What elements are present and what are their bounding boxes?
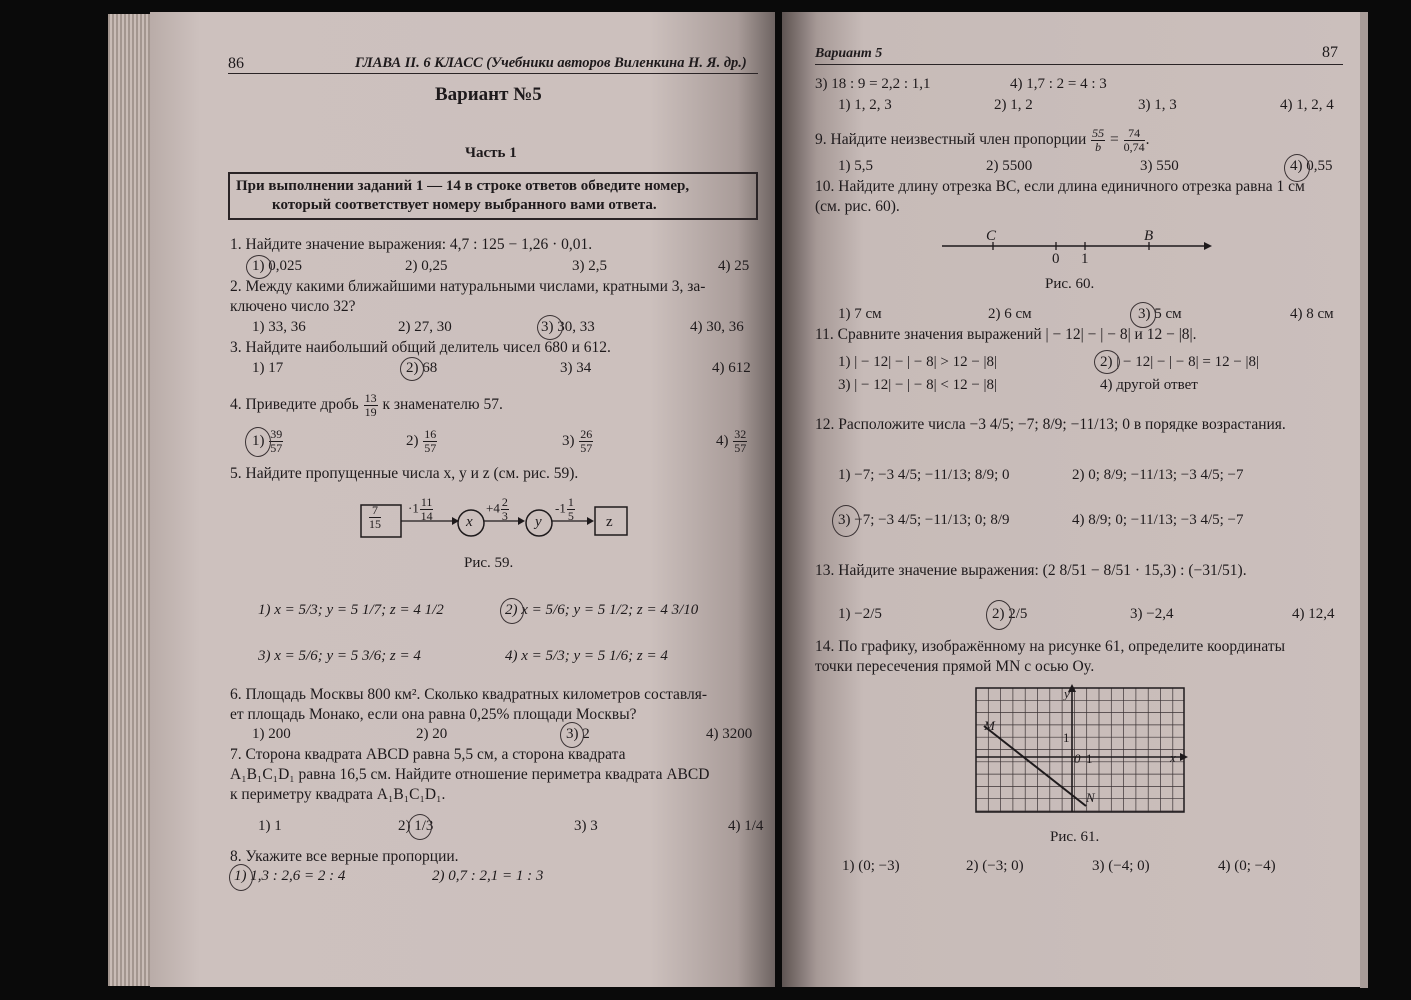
q8-answer-4[interactable]: 4) 1, 2, 4 bbox=[1280, 97, 1334, 113]
graph-label-y: y bbox=[1064, 686, 1070, 701]
q3-answer-4[interactable]: 4) 612 bbox=[712, 360, 751, 376]
variant-title: Вариант №5 bbox=[435, 84, 542, 105]
grid-lines bbox=[976, 688, 1184, 812]
q8-item-4[interactable]: 4) 1,7 : 2 = 4 : 3 bbox=[1010, 76, 1107, 92]
graph-label-m: M bbox=[984, 718, 995, 733]
q8-answer-2[interactable]: 2) 1, 2 bbox=[994, 97, 1033, 113]
q5-answer-2[interactable]: 2) x = 5/6; y = 5 1/2; z = 4 3/10 bbox=[505, 602, 699, 618]
q10-line-1: 10. Найдите длину отрезка BC, если длина единичного отрезка равна 1 см bbox=[815, 178, 1305, 195]
label-tick-0: 0 bbox=[1052, 251, 1060, 267]
q14-answer-1[interactable]: 1) (0; −3) bbox=[842, 858, 900, 874]
q12-answer-2[interactable]: 2) 0; 8/9; −11/13; −3 4/5; −7 bbox=[1072, 467, 1244, 483]
q2-line-1: 2. Между какими ближайшими натуральными числами, кратными 3, за- bbox=[230, 278, 706, 295]
q6-answer-4[interactable]: 4) 3200 bbox=[706, 726, 753, 742]
running-header-left: ГЛАВА II. 6 КЛАСС (Учебники авторов Виленкина Н. Я. др.) bbox=[355, 55, 747, 71]
line-mn bbox=[984, 726, 1086, 806]
q9-answer-4[interactable]: 4) 0,55 bbox=[1290, 158, 1333, 174]
q14-line-1: 14. По графику, изображённому на рисунке 61, определите координаты bbox=[815, 638, 1286, 655]
answer-circle-mark bbox=[245, 427, 271, 457]
graph-label-1y: 1 bbox=[1063, 730, 1070, 745]
q14-answer-2[interactable]: 2) (−3; 0) bbox=[966, 858, 1024, 874]
q10-answer-3[interactable]: 3) 5 см bbox=[1138, 306, 1182, 322]
q9-text: 9. Найдите неизвестный член пропорции $\frac{55}{b}$ = $\frac{74}{0,74}$ . bbox=[815, 126, 1150, 154]
q4-answer-4[interactable]: 4) $\frac{32}{57}$ bbox=[716, 427, 747, 455]
diagram-label-x: x bbox=[466, 514, 473, 530]
q10-answer-2[interactable]: 2) 6 см bbox=[988, 306, 1032, 322]
page-number-right: 87 bbox=[1322, 44, 1338, 61]
coordinate-grid-61 bbox=[976, 688, 1184, 812]
q8-text: 8. Укажите все верные пропорции. bbox=[230, 848, 459, 865]
answer-circle-mark bbox=[500, 598, 524, 624]
diagram-label-z: z bbox=[606, 514, 613, 530]
q8-answer-1[interactable]: 1) 1, 2, 3 bbox=[838, 97, 892, 113]
q8-item-3[interactable]: 3) 18 : 9 = 2,2 : 1,1 bbox=[815, 76, 931, 92]
figure-caption-59: Рис. 59. bbox=[464, 555, 514, 571]
q7-answer-3[interactable]: 3) 3 bbox=[574, 818, 598, 834]
q2-answer-1[interactable]: 1) 33, 36 bbox=[252, 319, 306, 335]
answer-circle-mark bbox=[229, 864, 253, 891]
q9-answer-2[interactable]: 2) 5500 bbox=[986, 158, 1033, 174]
running-header-right: Вариант 5 bbox=[815, 46, 883, 61]
q13-answer-3[interactable]: 3) −2,4 bbox=[1130, 606, 1174, 622]
q10-answer-4[interactable]: 4) 8 см bbox=[1290, 306, 1334, 322]
q9-answer-1[interactable]: 1) 5,5 bbox=[838, 158, 873, 174]
diagram-op-3: -1 $\frac{1}{5}$ bbox=[555, 495, 574, 523]
q7-line-2: A₁B₁C₁D₁ равна 16,5 см. Найдите отношение периметра квадрата ABCD bbox=[230, 766, 710, 783]
q5-answer-1[interactable]: 1) x = 5/3; y = 5 1/7; z = 4 1/2 bbox=[258, 602, 444, 618]
q7-answer-1[interactable]: 1) 1 bbox=[258, 818, 282, 834]
q11-answer-3[interactable]: 3) | − 12| − | − 8| < 12 − |8| bbox=[838, 377, 998, 393]
q12-answer-4[interactable]: 4) 8/9; 0; −11/13; −3 4/5; −7 bbox=[1072, 512, 1244, 528]
q12-answer-1[interactable]: 1) −7; −3 4/5; −11/13; 8/9; 0 bbox=[838, 467, 1010, 483]
q1-answer-2[interactable]: 2) 0,25 bbox=[405, 258, 448, 274]
diagram-label-y: y bbox=[535, 514, 542, 530]
q12-answer-3[interactable]: 3) −7; −3 4/5; −11/13; 0; 8/9 bbox=[838, 512, 1010, 528]
diagram-op-1: ·1 $\frac{11}{14}$ bbox=[408, 495, 433, 523]
q1-answer-1[interactable]: 1) 0,025 bbox=[252, 258, 302, 274]
book-edge bbox=[108, 14, 152, 986]
q1-answer-4[interactable]: 4) 25 bbox=[718, 258, 750, 274]
q6-line-1: 6. Площадь Москвы 800 км². Сколько квадратных километров составля- bbox=[230, 686, 708, 703]
label-tick-1: 1 bbox=[1081, 251, 1089, 267]
instruction-line-1: При выполнении заданий 1 — 14 в строке ответов обведите номер, bbox=[236, 178, 690, 194]
header-rule bbox=[228, 73, 758, 74]
graph-label-1x: 1 bbox=[1086, 751, 1093, 766]
q11-answer-2[interactable]: 2) | − 12| − | − 8| = 12 − |8| bbox=[1100, 354, 1260, 370]
graph-label-n: N bbox=[1086, 790, 1095, 805]
answer-circle-mark bbox=[246, 255, 272, 279]
diagram-arrowhead bbox=[587, 517, 594, 525]
fraction: $\frac{13}{19}$ bbox=[364, 391, 377, 419]
q11-text: 11. Сравните значения выражений | − 12| − | − 8| и 12 − |8|. bbox=[815, 326, 1197, 343]
q7-line-1: 7. Сторона квадрата ABCD равна 5,5 см, а сторона квадрата bbox=[230, 746, 626, 763]
q6-answer-2[interactable]: 2) 20 bbox=[416, 726, 448, 742]
q13-answer-4[interactable]: 4) 12,4 bbox=[1292, 606, 1335, 622]
q4-answer-3[interactable]: 3) $\frac{26}{57}$ bbox=[562, 427, 593, 455]
q3-answer-2[interactable]: 2) 68 bbox=[406, 360, 438, 376]
diagram-start-fraction: $\frac{7}{15}$ bbox=[369, 503, 381, 531]
q10-answer-1[interactable]: 1) 7 см bbox=[838, 306, 882, 322]
answer-circle-mark bbox=[408, 814, 432, 840]
q8-answer-2[interactable]: 2) 0,7 : 2,1 = 1 : 3 bbox=[432, 868, 544, 884]
graph-label-origin: 0 bbox=[1074, 751, 1081, 766]
q3-answer-1[interactable]: 1) 17 bbox=[252, 360, 284, 376]
answer-circle-mark bbox=[1094, 350, 1120, 374]
book-edge bbox=[1360, 12, 1368, 988]
q2-answer-3[interactable]: 3) 30, 33 bbox=[541, 319, 595, 335]
q2-answer-4[interactable]: 4) 30, 36 bbox=[690, 319, 744, 335]
q13-answer-1[interactable]: 1) −2/5 bbox=[838, 606, 882, 622]
q12-text: 12. Расположите числа −3 4/5; −7; 8/9; −11/13; 0 в порядке возрастания. bbox=[815, 416, 1286, 433]
grid-border bbox=[976, 688, 1184, 812]
q5-answer-4[interactable]: 4) x = 5/3; y = 5 1/6; z = 4 bbox=[505, 648, 668, 664]
q4-text: 4. Приведите дробь $\frac{13}{19}$ к знаменателю 57. bbox=[230, 391, 503, 419]
q3-text: 3. Найдите наибольший общий делитель чисел 680 и 612. bbox=[230, 339, 611, 356]
q7-line-3: к периметру квадрата A₁B₁C₁D₁. bbox=[230, 786, 446, 803]
answer-circle-mark bbox=[832, 505, 860, 537]
diagram-op-2: +4 $\frac{2}{3}$ bbox=[486, 495, 508, 523]
answer-circle-mark bbox=[400, 357, 424, 381]
answer-circle-mark bbox=[986, 600, 1012, 630]
q9-answer-3[interactable]: 3) 550 bbox=[1140, 158, 1179, 174]
q1-answer-3[interactable]: 3) 2,5 bbox=[572, 258, 607, 274]
q10-line-2: (см. рис. 60). bbox=[815, 198, 900, 215]
answer-circle-mark bbox=[560, 722, 584, 748]
q7-answer-4[interactable]: 4) 1/4 bbox=[728, 818, 764, 834]
q5-text: 5. Найдите пропущенные числа x, y и z (см. рис. 59). bbox=[230, 465, 579, 482]
figure-caption-61: Рис. 61. bbox=[1050, 829, 1100, 845]
graph-label-x: x bbox=[1170, 750, 1176, 765]
q8-answer-1[interactable]: 1) 1,3 : 2,6 = 2 : 4 bbox=[234, 868, 346, 884]
q14-line-2: точки пересечения прямой MN с осью Oy. bbox=[815, 658, 1095, 675]
q1-text: 1. Найдите значение выражения: 4,7 : 125 − 1,26 · 0,01. bbox=[230, 236, 593, 253]
instruction-line-2: который соответствует номеру выбранного вами ответа. bbox=[272, 197, 657, 213]
q4-answer-2[interactable]: 2) $\frac{16}{57}$ bbox=[406, 427, 437, 455]
q7-answer-2[interactable]: 2) 1/3 bbox=[398, 818, 434, 834]
q8-answer-3[interactable]: 3) 1, 3 bbox=[1138, 97, 1177, 113]
page-number-left: 86 bbox=[228, 55, 244, 72]
label-c: C bbox=[986, 228, 997, 244]
q2-line-2: ключено число 32? bbox=[230, 298, 356, 315]
q5-answer-3[interactable]: 3) x = 5/6; y = 5 3/6; z = 4 bbox=[258, 648, 421, 664]
label-b: B bbox=[1144, 228, 1154, 244]
q4-answer-1[interactable]: 1) $\frac{39}{57}$ bbox=[252, 427, 283, 455]
q6-answer-3[interactable]: 3) 2 bbox=[566, 726, 590, 742]
q3-answer-3[interactable]: 3) 34 bbox=[560, 360, 592, 376]
q6-line-2: ет площадь Монако, если она равна 0,25% площади Москвы? bbox=[230, 706, 637, 723]
q11-answer-4[interactable]: 4) другой ответ bbox=[1100, 377, 1198, 393]
answer-circle-mark bbox=[1130, 302, 1156, 328]
q14-answer-3[interactable]: 3) (−4; 0) bbox=[1092, 858, 1150, 874]
header-rule bbox=[815, 64, 1343, 65]
q14-answer-4[interactable]: 4) (0; −4) bbox=[1218, 858, 1276, 874]
q6-answer-1[interactable]: 1) 200 bbox=[252, 726, 291, 742]
q2-answer-2[interactable]: 2) 27, 30 bbox=[398, 319, 452, 335]
diagram-arrowhead bbox=[518, 517, 525, 525]
q13-text: 13. Найдите значение выражения: (2 8/51 − 8/51 · 15,3) : (−31/51). bbox=[815, 562, 1247, 579]
part-title: Часть 1 bbox=[465, 145, 517, 161]
q11-answer-1[interactable]: 1) | − 12| − | − 8| > 12 − |8| bbox=[838, 354, 998, 370]
number-line-arrowhead bbox=[1204, 242, 1212, 250]
answer-circle-mark bbox=[537, 315, 563, 340]
figure-caption-60: Рис. 60. bbox=[1045, 276, 1095, 292]
number-line-60 bbox=[942, 236, 1212, 266]
q13-answer-2[interactable]: 2) 2/5 bbox=[992, 606, 1028, 622]
